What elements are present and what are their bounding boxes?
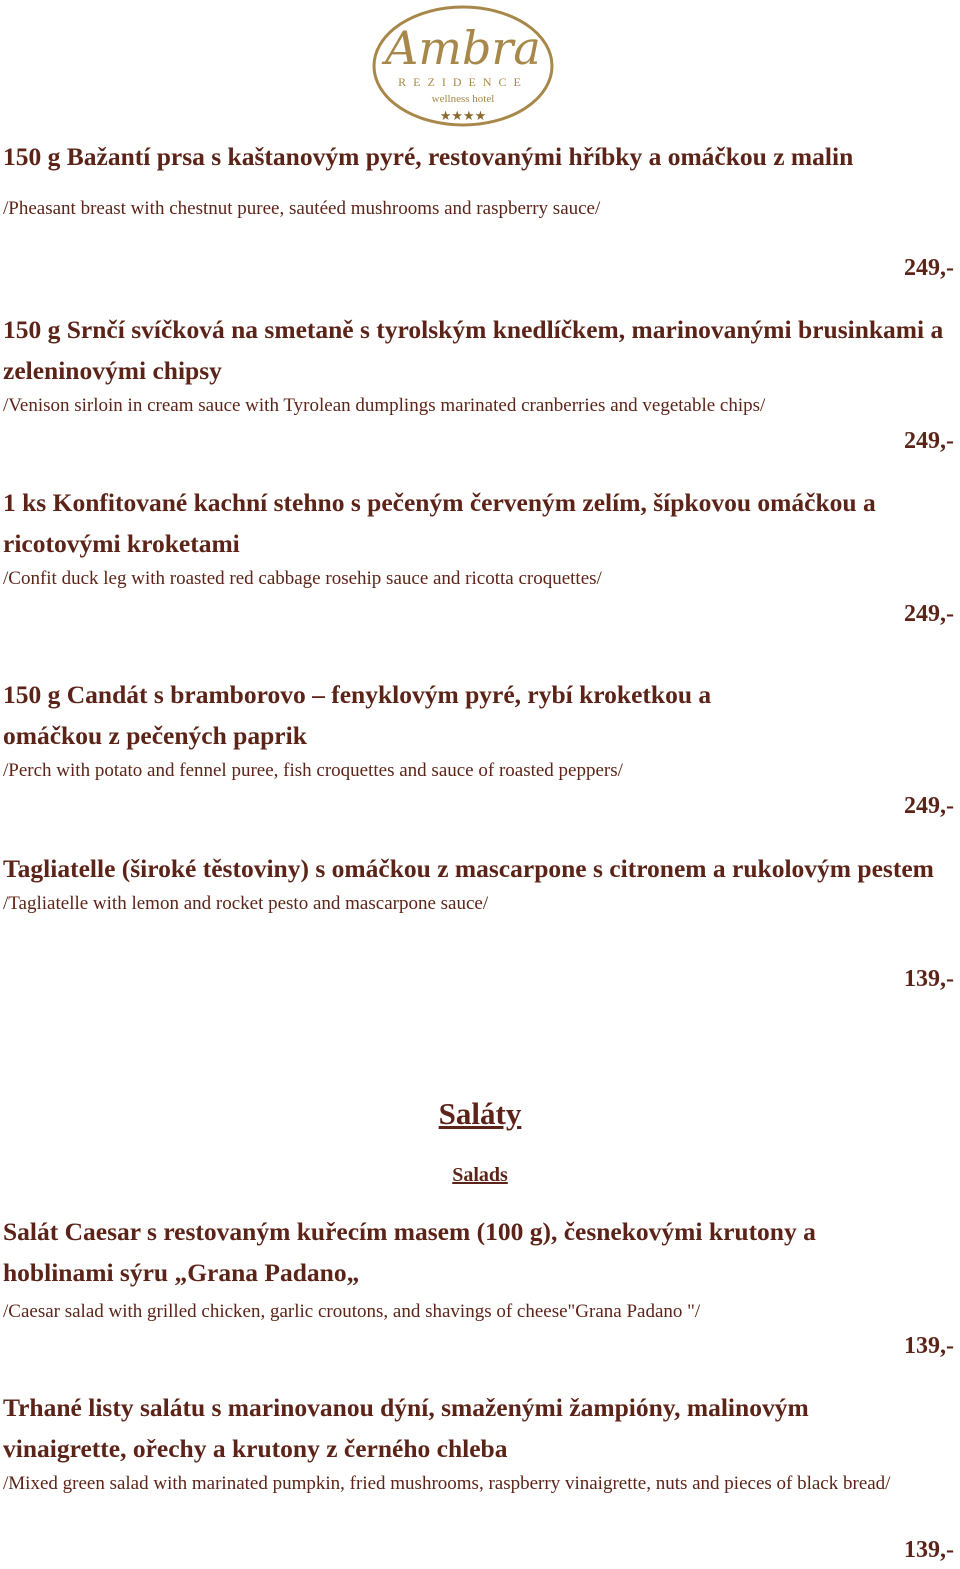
menu-item <box>3 1387 953 1499</box>
menu-item <box>3 309 953 421</box>
dish-price: 249,- <box>904 601 954 627</box>
dish-price: 249,- <box>904 793 954 819</box>
logo-stars: ★★★★ <box>439 109 487 124</box>
dish-name-cz: 150 g Srnčí svíčková na smetaně s tyrolským knedlíčkem, marinovanými brusinkami a zeleninovými chipsy <box>3 315 944 385</box>
hotel-logo <box>371 4 555 128</box>
dish-name-en: /Confit duck leg with roasted red cabbage rosehip sauce and ricotta croquettes/ <box>3 568 602 589</box>
menu-item <box>3 1211 953 1327</box>
menu-item <box>3 136 953 224</box>
dish-name-en: /Perch with potato and fennel puree, fish croquettes and sauce of roasted peppers/ <box>3 760 623 781</box>
logo-line1: REZIDENCE <box>398 75 528 89</box>
dish-name-cz: Trhané listy salátu s marinovanou dýní, smaženými žampióny, malinovým vinaigrette, ořechy a krutony z černého chleba <box>3 1393 809 1463</box>
dish-name-cz: Tagliatelle (široké těstoviny) s omáčkou z mascarpone s citronem a rukolovým pestem <box>3 854 934 883</box>
menu-item <box>3 482 953 594</box>
dish-name-en: /Tagliatelle with lemon and rocket pesto and mascarpone sauce/ <box>3 893 489 914</box>
dish-name-en: /Caesar salad with grilled chicken, garlic croutons, and shavings of cheese"Grana Padano "/ <box>3 1301 701 1322</box>
menu-item <box>3 674 953 786</box>
dish-price: 249,- <box>904 428 954 454</box>
dish-name-en: /Mixed green salad with marinated pumpkin, fried mushrooms, raspberry vinaigrette, nuts and pieces of black bread/ <box>3 1473 891 1494</box>
dish-name-cz: 150 g Bažantí prsa s kaštanovým pyré, restovanými hříbky a omáčkou z malin <box>3 142 854 171</box>
dish-name-cz: 150 g Candát s bramborovo – fenyklovým pyré, rybí kroketkou a omáčkou z pečených paprik <box>3 680 712 750</box>
dish-name-en: /Pheasant breast with chestnut puree, sautéed mushrooms and raspberry sauce/ <box>3 198 601 219</box>
logo-line2: wellness hotel <box>431 93 495 105</box>
dish-name-cz: Salát Caesar s restovaným kuřecím masem (100 g), česnekovými krutony a hoblinami sýru „Grana Padano„ <box>3 1217 816 1287</box>
dish-price: 139,- <box>904 1537 954 1563</box>
section-title-cz: Saláty <box>438 1096 522 1131</box>
menu-item <box>3 848 953 919</box>
dish-price: 139,- <box>904 1333 954 1359</box>
dish-name-cz: 1 ks Konfitované kachní stehno s pečeným červeným zelím, šípkovou omáčkou a ricotovými kroketami <box>3 488 876 558</box>
dish-name-en: /Venison sirloin in cream sauce with Tyrolean dumplings marinated cranberries and vegetable chips/ <box>3 395 766 416</box>
dish-price: 139,- <box>904 966 954 992</box>
dish-price: 249,- <box>904 255 954 281</box>
section-title-en: Salads <box>452 1164 508 1186</box>
logo-name: Ambra <box>385 21 541 75</box>
